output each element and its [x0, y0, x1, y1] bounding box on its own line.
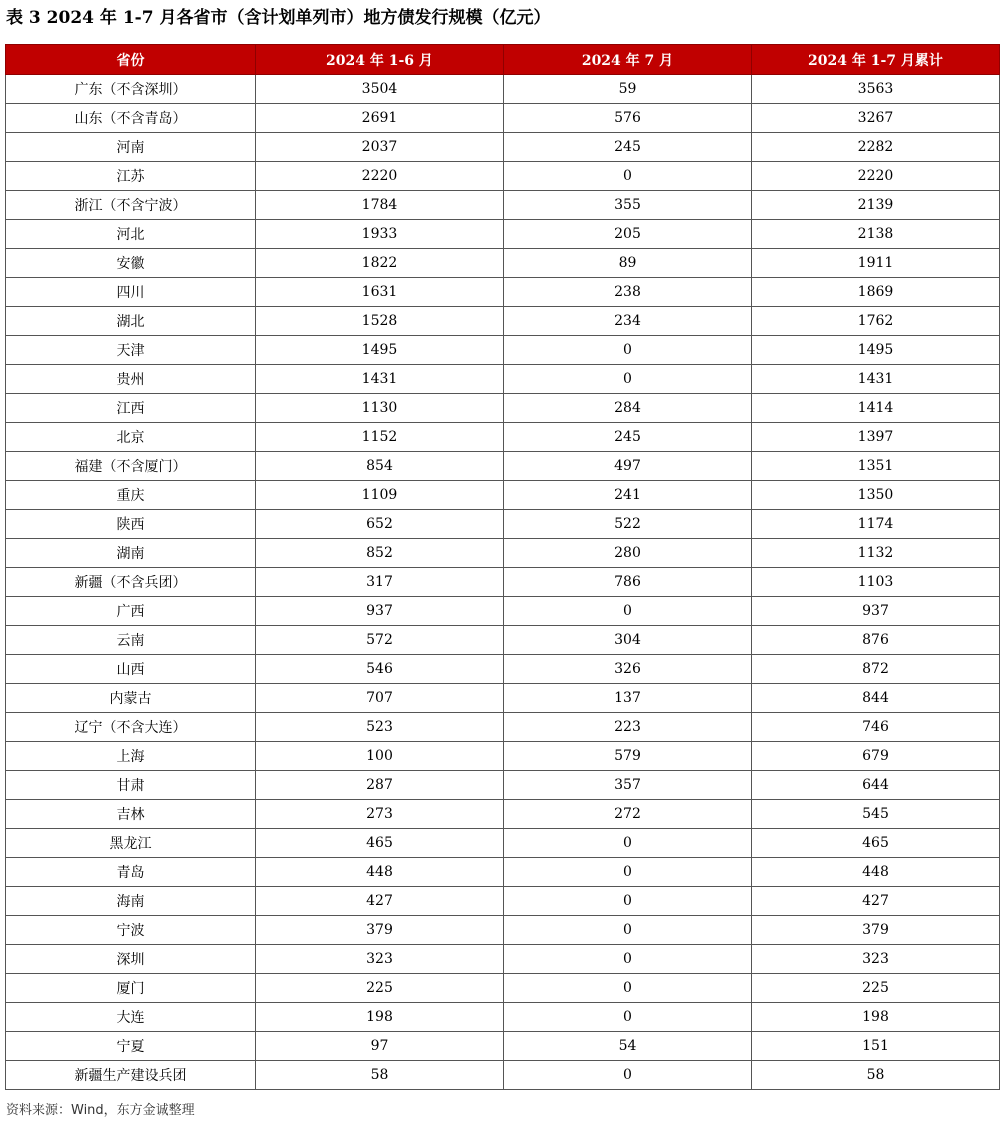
cell-jan-jul-total: 1431	[752, 365, 1000, 394]
cell-jul: 0	[504, 336, 752, 365]
cell-jul: 0	[504, 1061, 752, 1090]
table-row	[6, 133, 1000, 162]
cell-jan-jun: 1130	[256, 394, 504, 423]
cell-province: 辽宁（不含大连）	[6, 713, 256, 742]
cell-jan-jun: 1933	[256, 220, 504, 249]
cell-jan-jun: 1109	[256, 481, 504, 510]
cell-jan-jun: 379	[256, 916, 504, 945]
cell-jan-jul-total: 1351	[752, 452, 1000, 481]
cell-jan-jul-total: 1132	[752, 539, 1000, 568]
cell-jan-jun: 1784	[256, 191, 504, 220]
table-row	[6, 1061, 1000, 1090]
cell-jul: 0	[504, 916, 752, 945]
table-row	[6, 191, 1000, 220]
cell-jul: 576	[504, 104, 752, 133]
cell-jan-jul-total: 1350	[752, 481, 1000, 510]
cell-jan-jul-total: 2220	[752, 162, 1000, 191]
cell-province: 宁波	[6, 916, 256, 945]
cell-jan-jul-total: 844	[752, 684, 1000, 713]
cell-province: 江西	[6, 394, 256, 423]
header-jan-jul-total: 2024 年 1-7 月累计	[752, 45, 1000, 75]
cell-jul: 205	[504, 220, 752, 249]
cell-province: 上海	[6, 742, 256, 771]
cell-jul: 497	[504, 452, 752, 481]
bond-issuance-table	[5, 44, 1000, 1090]
cell-jul: 786	[504, 568, 752, 597]
cell-jan-jun: 2220	[256, 162, 504, 191]
cell-jan-jul-total: 1869	[752, 278, 1000, 307]
cell-jan-jul-total: 1762	[752, 307, 1000, 336]
cell-jan-jul-total: 198	[752, 1003, 1000, 1032]
cell-jul: 238	[504, 278, 752, 307]
cell-jan-jul-total: 379	[752, 916, 1000, 945]
cell-jul: 245	[504, 133, 752, 162]
cell-jan-jul-total: 1103	[752, 568, 1000, 597]
cell-province: 天津	[6, 336, 256, 365]
cell-jan-jul-total: 427	[752, 887, 1000, 916]
cell-jan-jun: 1631	[256, 278, 504, 307]
cell-jul: 234	[504, 307, 752, 336]
cell-jul: 272	[504, 800, 752, 829]
table-row	[6, 655, 1000, 684]
cell-jan-jun: 2037	[256, 133, 504, 162]
cell-jan-jun: 652	[256, 510, 504, 539]
cell-jan-jul-total: 2139	[752, 191, 1000, 220]
cell-province: 山东（不含青岛）	[6, 104, 256, 133]
cell-province: 海南	[6, 887, 256, 916]
cell-jan-jun: 854	[256, 452, 504, 481]
cell-province: 新疆生产建设兵团	[6, 1061, 256, 1090]
table-row	[6, 162, 1000, 191]
cell-province: 内蒙古	[6, 684, 256, 713]
table-row	[6, 249, 1000, 278]
cell-jan-jul-total: 1414	[752, 394, 1000, 423]
cell-jan-jun: 287	[256, 771, 504, 800]
cell-jan-jul-total: 545	[752, 800, 1000, 829]
cell-jul: 357	[504, 771, 752, 800]
cell-jan-jun: 427	[256, 887, 504, 916]
cell-jan-jun: 1431	[256, 365, 504, 394]
cell-province: 青岛	[6, 858, 256, 887]
table-row	[6, 800, 1000, 829]
cell-jan-jun: 572	[256, 626, 504, 655]
cell-province: 甘肃	[6, 771, 256, 800]
cell-jan-jun: 225	[256, 974, 504, 1003]
cell-jul: 89	[504, 249, 752, 278]
table-row	[6, 887, 1000, 916]
cell-jul: 0	[504, 597, 752, 626]
cell-jan-jun: 523	[256, 713, 504, 742]
table-row	[6, 75, 1000, 104]
cell-jan-jun: 97	[256, 1032, 504, 1061]
cell-province: 四川	[6, 278, 256, 307]
cell-jul: 137	[504, 684, 752, 713]
cell-province: 吉林	[6, 800, 256, 829]
cell-jan-jun: 273	[256, 800, 504, 829]
table-row	[6, 307, 1000, 336]
cell-jan-jun: 546	[256, 655, 504, 684]
cell-jan-jun: 58	[256, 1061, 504, 1090]
cell-jul: 579	[504, 742, 752, 771]
table-row	[6, 829, 1000, 858]
cell-jan-jun: 198	[256, 1003, 504, 1032]
cell-jul: 0	[504, 162, 752, 191]
table-row	[6, 974, 1000, 1003]
table-row	[6, 104, 1000, 133]
table-row	[6, 510, 1000, 539]
table-row	[6, 713, 1000, 742]
table-row	[6, 742, 1000, 771]
cell-province: 江苏	[6, 162, 256, 191]
cell-jan-jul-total: 1397	[752, 423, 1000, 452]
cell-jan-jul-total: 3267	[752, 104, 1000, 133]
cell-jul: 0	[504, 365, 752, 394]
table-row	[6, 568, 1000, 597]
table-row	[6, 1003, 1000, 1032]
cell-jan-jul-total: 3563	[752, 75, 1000, 104]
table-row	[6, 278, 1000, 307]
cell-jul: 522	[504, 510, 752, 539]
cell-jan-jun: 707	[256, 684, 504, 713]
cell-jul: 241	[504, 481, 752, 510]
cell-province: 福建（不含厦门）	[6, 452, 256, 481]
cell-jan-jun: 465	[256, 829, 504, 858]
table-header-row	[6, 45, 1000, 75]
cell-jan-jun: 1152	[256, 423, 504, 452]
cell-province: 湖北	[6, 307, 256, 336]
cell-jul: 284	[504, 394, 752, 423]
cell-jan-jun: 1495	[256, 336, 504, 365]
table-row	[6, 1032, 1000, 1061]
cell-jul: 0	[504, 887, 752, 916]
cell-province: 新疆（不含兵团）	[6, 568, 256, 597]
cell-jan-jun: 100	[256, 742, 504, 771]
cell-province: 贵州	[6, 365, 256, 394]
cell-jan-jul-total: 465	[752, 829, 1000, 858]
cell-jan-jul-total: 323	[752, 945, 1000, 974]
header-jan-jun: 2024 年 1-6 月	[256, 45, 504, 75]
cell-province: 宁夏	[6, 1032, 256, 1061]
cell-jul: 223	[504, 713, 752, 742]
table-row	[6, 858, 1000, 887]
cell-jul: 0	[504, 945, 752, 974]
table-body	[6, 75, 1000, 1090]
table-row	[6, 539, 1000, 568]
table-row	[6, 394, 1000, 423]
source-note: 资料来源：Wind，东方金诚整理	[6, 1103, 195, 1118]
header-jul: 2024 年 7 月	[504, 45, 752, 75]
cell-jan-jul-total: 644	[752, 771, 1000, 800]
cell-province: 浙江（不含宁波）	[6, 191, 256, 220]
cell-province: 山西	[6, 655, 256, 684]
cell-jul: 326	[504, 655, 752, 684]
cell-jan-jul-total: 225	[752, 974, 1000, 1003]
table-row	[6, 771, 1000, 800]
cell-province: 广东（不含深圳）	[6, 75, 256, 104]
table-row	[6, 481, 1000, 510]
cell-jul: 245	[504, 423, 752, 452]
table-row	[6, 916, 1000, 945]
cell-jan-jun: 2691	[256, 104, 504, 133]
cell-jan-jul-total: 2282	[752, 133, 1000, 162]
table-row	[6, 452, 1000, 481]
cell-jan-jul-total: 151	[752, 1032, 1000, 1061]
table-row	[6, 945, 1000, 974]
cell-province: 北京	[6, 423, 256, 452]
cell-jan-jul-total: 1174	[752, 510, 1000, 539]
cell-jan-jul-total: 448	[752, 858, 1000, 887]
cell-jan-jun: 937	[256, 597, 504, 626]
cell-jul: 280	[504, 539, 752, 568]
cell-jan-jun: 1528	[256, 307, 504, 336]
cell-jul: 59	[504, 75, 752, 104]
cell-province: 河北	[6, 220, 256, 249]
cell-province: 陕西	[6, 510, 256, 539]
table-row	[6, 684, 1000, 713]
cell-province: 深圳	[6, 945, 256, 974]
cell-jan-jul-total: 1495	[752, 336, 1000, 365]
cell-jan-jul-total: 937	[752, 597, 1000, 626]
cell-jan-jun: 323	[256, 945, 504, 974]
cell-province: 湖南	[6, 539, 256, 568]
cell-jan-jul-total: 58	[752, 1061, 1000, 1090]
cell-province: 黑龙江	[6, 829, 256, 858]
table-row	[6, 626, 1000, 655]
cell-province: 云南	[6, 626, 256, 655]
cell-jan-jul-total: 679	[752, 742, 1000, 771]
cell-jan-jun: 3504	[256, 75, 504, 104]
cell-jan-jul-total: 2138	[752, 220, 1000, 249]
cell-jul: 304	[504, 626, 752, 655]
cell-province: 广西	[6, 597, 256, 626]
cell-jul: 0	[504, 829, 752, 858]
table-row	[6, 336, 1000, 365]
table-row	[6, 220, 1000, 249]
cell-jan-jun: 448	[256, 858, 504, 887]
cell-jan-jun: 317	[256, 568, 504, 597]
cell-jul: 0	[504, 974, 752, 1003]
table-row	[6, 423, 1000, 452]
cell-province: 大连	[6, 1003, 256, 1032]
table-row	[6, 365, 1000, 394]
cell-jul: 355	[504, 191, 752, 220]
cell-province: 重庆	[6, 481, 256, 510]
cell-jul: 54	[504, 1032, 752, 1061]
cell-jul: 0	[504, 858, 752, 887]
cell-jan-jul-total: 872	[752, 655, 1000, 684]
table-row	[6, 597, 1000, 626]
cell-province: 安徽	[6, 249, 256, 278]
cell-province: 厦门	[6, 974, 256, 1003]
header-province: 省份	[6, 45, 256, 75]
cell-jan-jul-total: 876	[752, 626, 1000, 655]
cell-jan-jun: 1822	[256, 249, 504, 278]
cell-jan-jul-total: 1911	[752, 249, 1000, 278]
cell-jan-jul-total: 746	[752, 713, 1000, 742]
cell-province: 河南	[6, 133, 256, 162]
table-title: 表 3 2024 年 1-7 月各省市（含计划单列市）地方债发行规模（亿元）	[6, 8, 551, 28]
cell-jul: 0	[504, 1003, 752, 1032]
cell-jan-jun: 852	[256, 539, 504, 568]
